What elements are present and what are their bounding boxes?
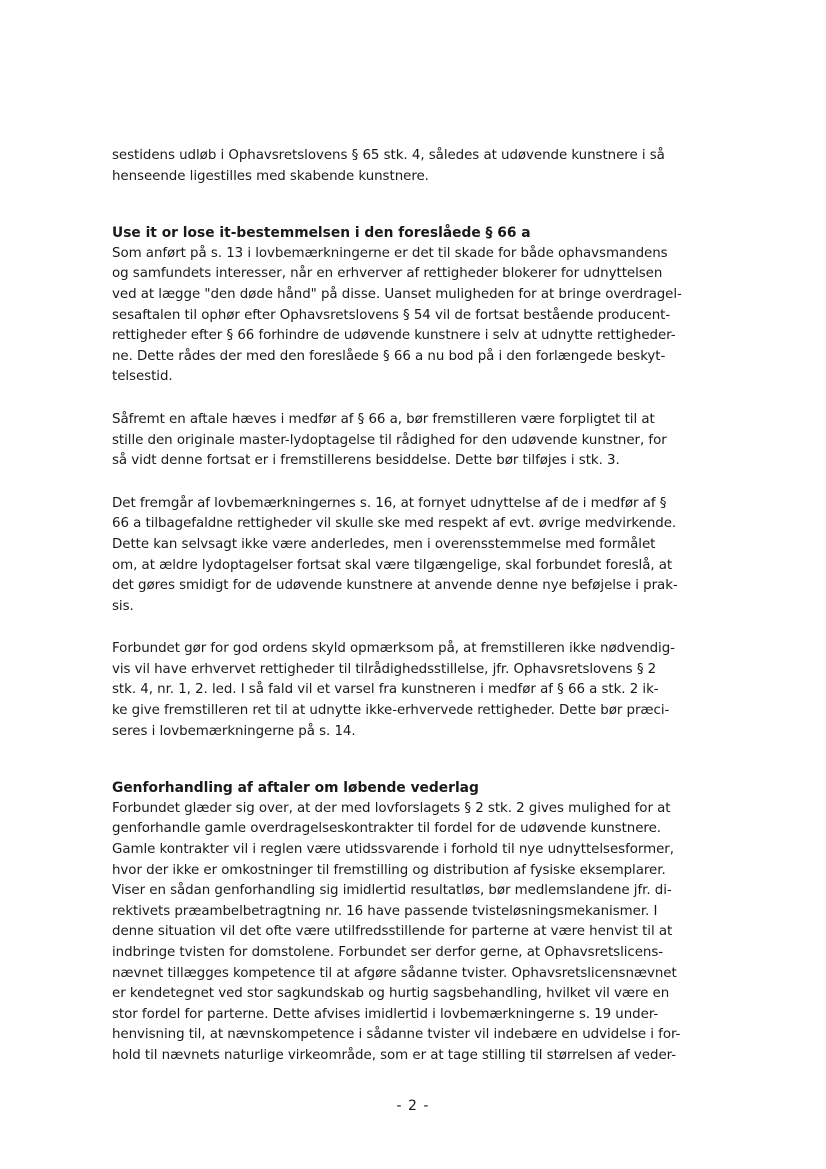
text-line: seres i lovbemærkningerne på s. 14. bbox=[112, 723, 356, 739]
text-line: rettigheder efter § 66 forhindre de udøvende kunstnere i selv at udnytte rettigheder- bbox=[112, 328, 676, 344]
page-number: - 2 - bbox=[396, 1098, 430, 1114]
text-line: sis. bbox=[112, 598, 134, 614]
text-line: hold til nævnets naturlige virkeområde, som er at tage stilling til størrelsen af veder- bbox=[112, 1047, 677, 1063]
text-line: Det fremgår af lovbemærkningernes s. 16, at fornyet udnyttelse af de i medfør af § bbox=[112, 495, 667, 511]
text-line: Såfremt en aftale hæves i medfør af § 66 a, bør fremstilleren være forpligtet til at bbox=[112, 411, 655, 427]
text-line: er kendetegnet ved stor sagkundskab og hurtig sagsbehandling, hvilket vil være en bbox=[112, 986, 670, 1002]
text-line: 66 a tilbagefaldne rettigheder vil skulle ske med respekt af evt. øvrige medvirkende. bbox=[112, 516, 677, 532]
section1-paragraph-1 bbox=[112, 244, 700, 388]
text-line: denne situation vil det ofte være utilfredsstillende for parterne at være henvist til at bbox=[112, 924, 673, 940]
text-line: sesaftalen til ophør efter Ophavsretslovens § 54 vil de fortsat bestående producent- bbox=[112, 307, 671, 323]
text-line: om, at ældre lydoptagelser fortsat skal være tilgængelige, skal forbundet foreslå, at bbox=[112, 557, 673, 573]
text-line: hvor der ikke er omkostninger til fremstilling og distribution af fysiske eksemplarer. bbox=[112, 862, 666, 878]
text-line: og samfundets interesser, når en erhverver af rettigheder blokerer for udnyttelsen bbox=[112, 266, 663, 282]
text-line: sestidens udløb i Ophavsretslovens § 65 stk. 4, således at udøvende kunstnere i så bbox=[112, 148, 665, 163]
section-heading-genforhandling: Genforhandling af aftaler om løbende vederlag bbox=[112, 780, 479, 797]
text-line: Forbundet gør for god ordens skyld opmærksom på, at fremstilleren ikke nødvendig- bbox=[112, 641, 675, 657]
text-line: rektivets præambelbetragtning nr. 16 have passende tvisteløsningsmekanismer. I bbox=[112, 903, 658, 919]
text-line: stk. 4, nr. 1, 2. led. I så fald vil et varsel fra kunstneren i medfør af § 66 a stk. 2 ik- bbox=[112, 682, 659, 698]
section1-paragraph-3 bbox=[112, 494, 700, 618]
text-line: henvisning til, at nævnskompetence i sådanne tvister vil indebære en udvidelse i for- bbox=[112, 1027, 681, 1043]
document-body bbox=[112, 146, 700, 1067]
section1-paragraph-2 bbox=[112, 410, 700, 472]
text-line: stor fordel for parterne. Dette afvises imidlertid i lovbemærkningerne s. 19 under- bbox=[112, 1006, 659, 1022]
text-line: Forbundet glæder sig over, at der med lovforslagets § 2 stk. 2 gives mulighed for at bbox=[112, 800, 671, 816]
text-line: så vidt denne fortsat er i fremstillerens besiddelse. Dette bør tilføjes i stk. 3. bbox=[112, 453, 620, 469]
text-line: indbringe tvisten for domstolene. Forbundet ser derfor gerne, at Ophavsretslicens- bbox=[112, 945, 664, 960]
text-line: telsestid. bbox=[112, 369, 173, 385]
text-line: vis vil have erhvervet rettigheder til tilrådighedsstillelse, jfr. Ophavsretslovens § 2 bbox=[112, 661, 657, 677]
text-line: nævnet tillægges kompetence til at afgøre sådanne tvister. Ophavsretslicensnævnet bbox=[112, 965, 677, 981]
section2-paragraph bbox=[112, 799, 700, 1067]
intro-paragraph bbox=[112, 146, 700, 187]
text-line: det gøres smidigt for de udøvende kunstnere at anvende denne nye beføjelse i prak- bbox=[112, 578, 678, 594]
text-line: henseende ligestilles med skabende kunstnere. bbox=[112, 168, 429, 184]
text-line: genforhandle gamle overdragelseskontrakter til fordel for de udøvende kunstnere. bbox=[112, 821, 661, 837]
text-line: ke give fremstilleren ret til at udnytte ikke-erhvervede rettigheder. Dette bør præci- bbox=[112, 703, 670, 719]
text-line: stille den originale master-lydoptagelse til rådighed for den udøvende kunstner, for bbox=[112, 432, 667, 448]
text-line: Dette kan selvsagt ikke være anderledes, men i overensstemmelse med formålet bbox=[112, 536, 656, 552]
text-line: Gamle kontrakter vil i reglen være utidssvarende i forhold til nye udnyttelsesformer, bbox=[112, 842, 674, 858]
section1-paragraph-4 bbox=[112, 639, 700, 742]
text-line: ved at lægge "den døde hånd" på disse. Uanset muligheden for at bringe overdragel- bbox=[112, 286, 682, 302]
text-line: Som anført på s. 13 i lovbemærkningerne er det til skade for både ophavsmandens bbox=[112, 245, 668, 261]
text-line: Viser en sådan genforhandling sig imidlertid resultatløs, bør medlemslandene jfr. di- bbox=[112, 883, 672, 899]
section-heading-use-it-or-lose-it: Use it or lose it-bestemmelsen i den foreslåede § 66 a bbox=[112, 225, 531, 242]
text-line: ne. Dette rådes der med den foreslåede § 66 a nu bod på i den forlængede beskyt- bbox=[112, 348, 666, 364]
